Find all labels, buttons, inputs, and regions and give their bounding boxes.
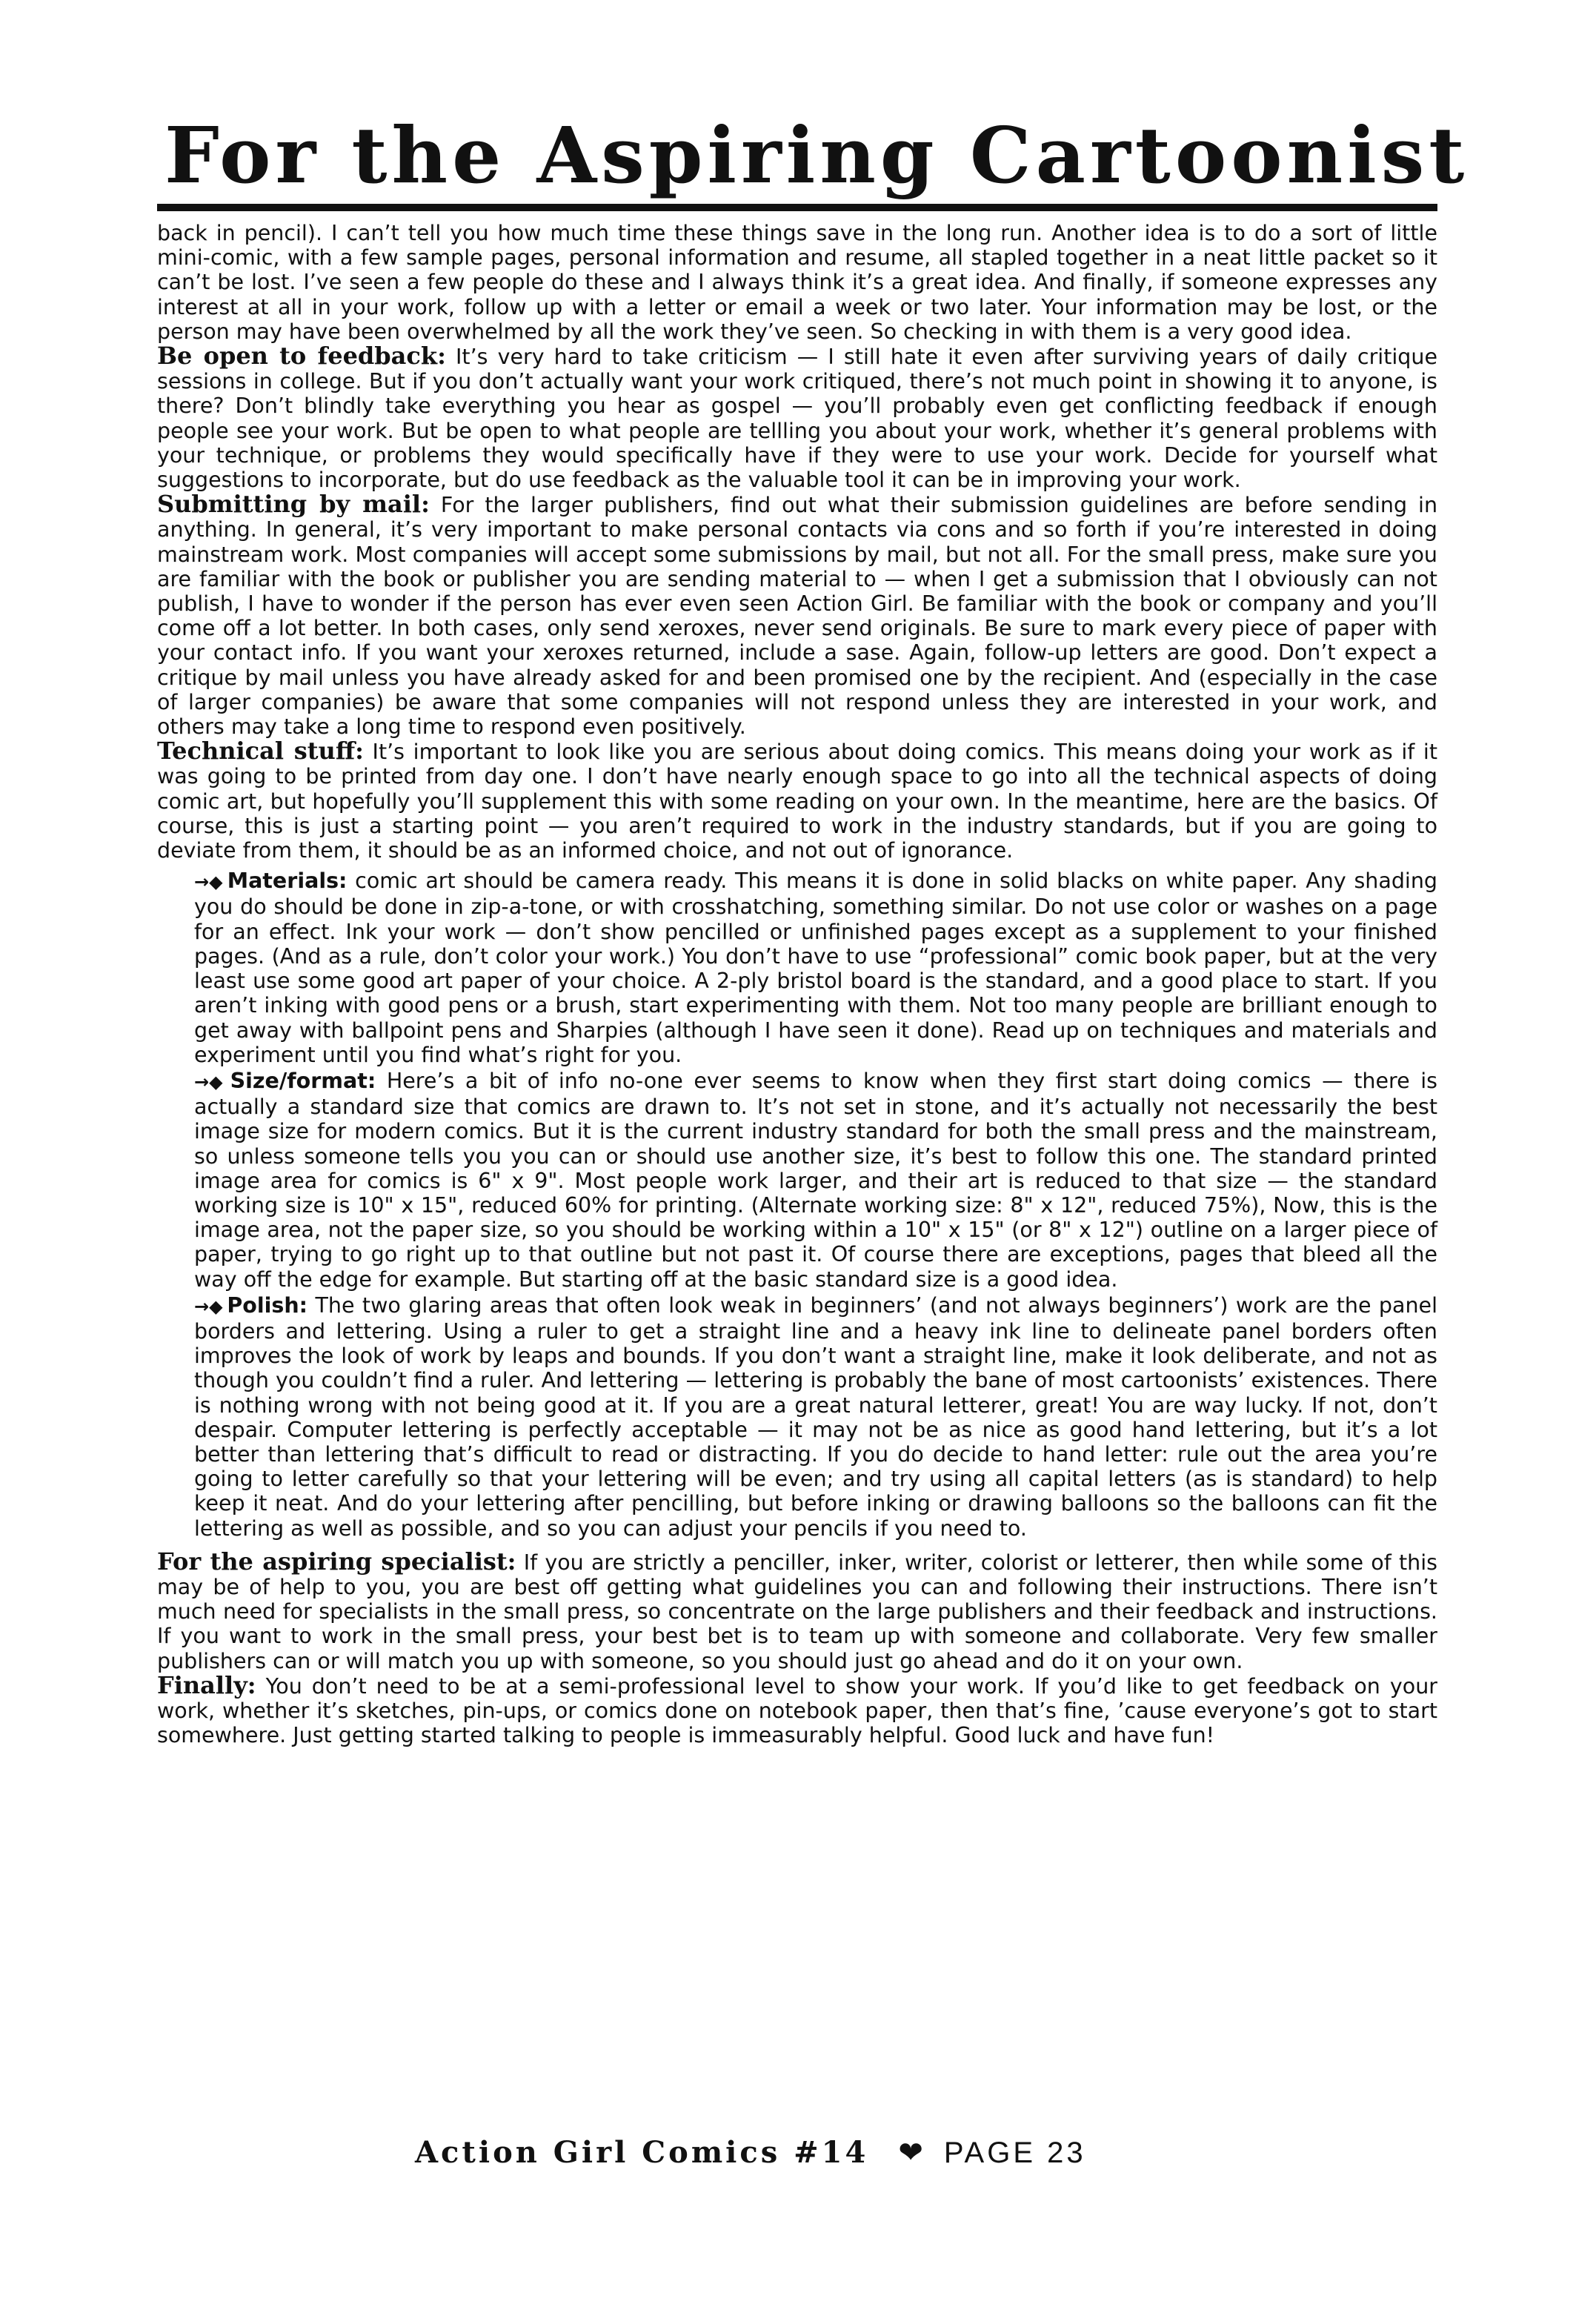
- page-number: PAGE 23: [943, 2137, 1086, 2169]
- arrow-diamond-icon: →◆: [194, 872, 223, 893]
- article-body: [157, 221, 1437, 1747]
- bullet-item-size-format: [194, 1069, 1437, 1292]
- page-title: For the Aspiring Cartoonist: [164, 110, 1469, 201]
- section-specialist: [157, 1547, 1438, 1673]
- section-submitting: [157, 492, 1437, 739]
- bullet-item-materials: [194, 869, 1437, 1067]
- bullet-label: Size/format:: [230, 1068, 376, 1093]
- arrow-diamond-icon: →◆: [194, 1295, 223, 1317]
- page-footer: [415, 2134, 1304, 2171]
- section-technical: [157, 739, 1437, 863]
- section-text: It’s very hard to take criticism — I still hate it even after surviving years of daily critique sessions in college. But if you don’t actually want your work critiqued, there’s not much point in showing it to anyone, is there? Don’t blindly take everything you hear as gospel — you’ll probably even get conflicting feedback if enough people see your work. But be open to what people are tellling you about your work, whether it’s general problems with your technique, or problems they would specifically have if they were to use your work. Decide for yourself what suggestions to incorporate, but do use feedback as the valuable tool it can be in improving your work.: [157, 345, 1437, 493]
- section-text: You don’t need to be at a semi-professional level to show your work. If you’d like to get feedback on your work, whether it’s sketches, pin-ups, or comics done on notebook paper, then that’s fine, ’cause everyone’s got to start somewhere. Just getting started talking to people is immeasurably helpful. Good luck and have fun!: [157, 1673, 1437, 1748]
- section-feedback: [157, 344, 1437, 492]
- bullet-text: The two glaring areas that often look weak in beginners’ (and not always beginners’) work are the panel borders and lettering. Using a ruler to get a straight line and a heavy ink line to delineate panel borders often improves the look of work by leaps and bounds. If you don’t want a straight line, make it look deliberate, and not as though you couldn’t find a ruler. And lettering — lettering is probably the bane of most cartoonists’ existences. There is nothing wrong with not being good at it. If you are a great natural letterer, great! You are way lucky. If not, don’t despair. Computer lettering is perfectly acceptable — it may not be as nice as good hand lettering, but it’s a lot better than lettering that’s difficult to read or distracting. If you do decide to hand letter: rule out the area you’re going to letter carefully so that your lettering will be even; and try using all capital letters (as is standard) to help keep it neat. And do your lettering after pencilling, but before inking or drawing balloons so the balloons can fit the lettering as well as possible, and so you can adjust your pencils if you need to.: [194, 1292, 1438, 1541]
- technical-bullet-list: [157, 869, 1437, 1540]
- section-text: If you are strictly a penciller, inker, writer, colorist or letterer, then while some of this may be of help to you, you are best off getting what guidelines you can and following their instructions. There isn’t much need for specialists in the small press, so concentrate on the large publishers and their feedback and instructions. If you want to work in the small press, your best bet is to team up with someone and collaborate. Very few smaller publishers can or will match you up with someone, so you should just go ahead and do it on your own.: [157, 1550, 1438, 1673]
- bullet-label: Materials:: [227, 869, 348, 894]
- heart-icon: ❤: [898, 2136, 923, 2169]
- arrow-diamond-icon: →◆: [194, 1071, 223, 1092]
- section-heading: Technical stuff:: [157, 737, 364, 766]
- bullet-text: comic art should be camera ready. This means it is done in solid blacks on white paper. Any shading you do should be done in zip-a-tone, or with crosshatching, something similar. Do not use color or washes on a page for an effect. Ink your work — don’t show pencilled or unfinished pages except as a supplement to your finished pages. (And as a rule, don’t color your work.) You don’t have to use “professional” comic book paper, but at the very least use some good art paper of your choice. A 2-ply bristol board is the standard, and a good place to start. If you aren’t inking with good pens or a brush, start experimenting with them. Not too many people are brilliant enough to get away with ballpoint pens and Sharpies (although I have seen it done). Read up on techniques and materials and experiment until you find what’s right for you.: [194, 869, 1437, 1067]
- section-text: It’s important to look like you are serious about doing comics. This means doing your work as if it was going to be printed from day one. I don’t have nearly enough space to go into all the technical aspects of doing comic art, but hopefully you’ll supplement this with some reading on your own. In the meantime, here are the basics. Of course, this is just a starting point — you aren’t required to work in the industry standards, but if you are going to deviate from them, it should be as an informed choice, and not out of ignorance.: [157, 740, 1437, 863]
- bullet-label: Polish:: [227, 1292, 308, 1318]
- section-heading: Submitting by mail:: [157, 490, 430, 519]
- section-heading: Finally:: [157, 1670, 256, 1699]
- magazine-title: Action Girl Comics #14: [415, 2135, 869, 2170]
- section-heading: For the aspiring specialist:: [157, 1547, 516, 1576]
- section-text: For the larger publishers, find out what their submission guidelines are before sending in anything. In general, it’s very important to make personal contacts via cons and so forth if you’re interested in doing mainstream work. Most companies will accept some submissions by mail, but not all. For the small press, make sure you are familiar with the book or publisher you are sending material to — when I get a submission that I obviously can not publish, I have to wonder if the person has ever even seen Action Girl. Be familiar with the book or company and you’ll come off a lot better. In both cases, only send xeroxes, never send originals. Be sure to mark every piece of paper with your contact info. If you want your xeroxes returned, include a sase. Again, follow-up letters are good. Don’t expect a critique by mail unless you have already asked for and been promised one by the recipient. And (especially in the case of larger companies) be aware that some companies will not respond unless they are interested in your work, and others may take a long time to respond even positively.: [157, 493, 1438, 740]
- section-heading: Be open to feedback:: [157, 342, 446, 371]
- intro-paragraph: back in pencil). I can’t tell you how much time these things save in the long run. Another idea is to do a sort of little mini-comic, with a few sample pages, personal information and resume, all stapled together in a neat little packet so it can’t be lost. I’ve seen a few people do these and I always think it’s a great idea. And finally, if someone expresses any interest at all in your work, follow up with a letter or email a week or two later. Your information may be lost, or the person may have been overwhelmed by all the work they’ve seen. So checking in with them is a very good idea.: [157, 221, 1437, 344]
- bullet-item-polish: [194, 1293, 1437, 1541]
- section-finally: [157, 1670, 1437, 1748]
- title-underline-rule: [157, 204, 1437, 211]
- bullet-text: Here’s a bit of info no-one ever seems to know when they first start doing comics — there is actually a standard size that comics are drawn to. It’s not set in stone, and it’s actually not necessarily the best image size for modern comics. But it is the current industry standard for both the small press and the mainstream, so unless someone tells you you can or should use another size, it’s best to follow this one. The standard printed image area for comics is 6" x 9". Most people work larger, and their art is reduced to that size — the standard working size is 10" x 15", reduced 60% for printing. (Alternate working size: 8" x 12", reduced 75%), Now, this is the image area, not the paper size, so you should be working within a 10" x 15" (or 8" x 12") outline on a larger piece of paper, trying to go right up to that outline but not past it. Of course there are exceptions, pages that bleed all the way off the edge for example. But starting off at the basic standard size is a good idea.: [194, 1068, 1437, 1292]
